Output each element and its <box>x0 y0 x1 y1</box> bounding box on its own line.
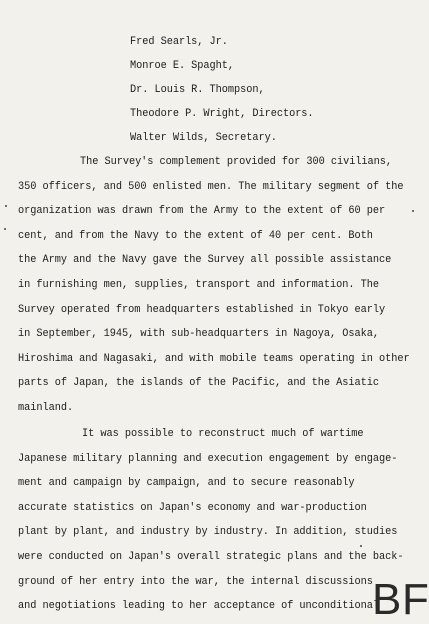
text-line: in September, 1945, with sub-headquarters in Nagoya, Osaka, <box>18 328 379 341</box>
text-line: Dr. Louis R. Thompson, <box>130 84 265 96</box>
paper-speck <box>4 228 6 230</box>
text-line: Walter Wilds, Secretary. <box>130 132 277 144</box>
text-line: Monroe E. Spaght, <box>130 60 235 72</box>
text-line: It was possible to reconstruct much of wartime <box>82 428 364 440</box>
text-line: ment and campaign by campaign, and to secure reasonably <box>18 477 355 490</box>
text-line: Japanese military planning and execution engagement by engage- <box>18 452 398 465</box>
text-line: Theodore P. Wright, Directors. <box>130 108 314 120</box>
text-line: The Survey's complement provided for 300 civilians, <box>80 156 393 168</box>
text-line: organization was drawn from the Army to the extent of 60 per <box>18 205 386 218</box>
text-line: and negotiations leading to her acceptance of unconditional <box>18 600 379 613</box>
text-line: accurate statistics on Japan's economy and war-production <box>18 501 367 514</box>
paper-speck <box>412 210 414 212</box>
paper-speck <box>360 545 362 547</box>
text-line: ground of her entry into the war, the internal discussions <box>18 575 373 588</box>
text-line: mainland. <box>18 402 74 414</box>
paper-speck <box>5 205 7 207</box>
text-line: cent, and from the Navy to the extent of 40 per cent. Both <box>18 229 373 242</box>
text-line: in furnishing men, supplies, transport and information. The <box>18 279 379 291</box>
text-line: the Army and the Navy gave the Survey all possible assistance <box>18 254 392 267</box>
text-line: were conducted on Japan's overall strategic plans and the back- <box>18 551 404 563</box>
text-line: plant by plant, and industry by industry. In addition, studies <box>18 526 398 539</box>
text-line: Hiroshima and Nagasaki, and with mobile teams operating in other <box>18 352 410 365</box>
text-line: parts of Japan, the islands of the Pacific, and the Asiatic <box>18 377 379 390</box>
text-line: 350 officers, and 500 enlisted men. The military segment of the <box>18 180 404 193</box>
text-line: Survey operated from headquarters established in Tokyo early <box>18 303 386 316</box>
text-line: Fred Searls, Jr. <box>130 36 228 48</box>
margin-mark-b: B <box>372 575 402 624</box>
margin-mark-f: F <box>402 575 429 624</box>
